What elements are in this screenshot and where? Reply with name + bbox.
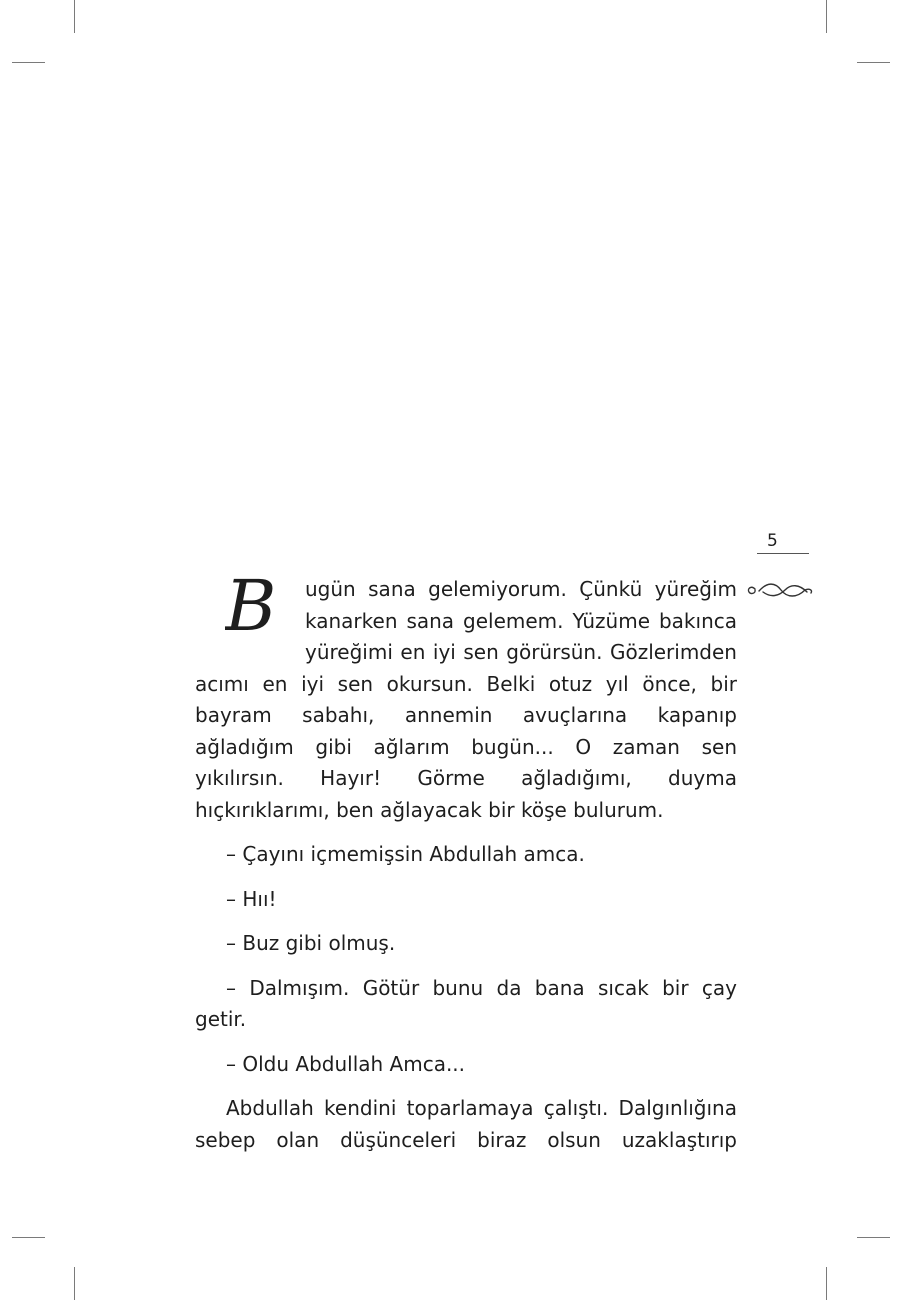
crop-mark <box>12 62 45 63</box>
opening-paragraph: ugün sana gelemiyorum. Çünkü yüreğim kanarken sana gelemem. Yüzüme bakınca yüreğimi en iyi sen görürsün. Gözlerimden acımı en iyi sen okursun. Belki otuz yıl önce, bir bayram sabahı, annemin avuçlarına kapanıp ağladığım gibi ağlarım bugün... O zaman sen yıkılırsın. Hayır! Görme ağladığımı, duyma hıçkırıklarımı, ben ağlayacak bir köşe bulurum. <box>195 577 737 822</box>
dropcap-letter <box>225 574 301 640</box>
page-number: 5 <box>767 531 778 551</box>
crop-mark <box>826 1267 827 1300</box>
crop-mark <box>74 1267 75 1300</box>
dialogue-line: – Dalmışım. Götür bunu da bana sıcak bir çay getir. <box>195 975 737 1031</box>
crop-mark <box>857 62 890 63</box>
dropcap-glyph: B <box>225 574 277 640</box>
page-number-rule <box>757 553 809 554</box>
closing-paragraph: Abdullah kendini toparlamaya çalıştı. Dalgınlığına sebep olan düşünceleri biraz olsun uzaklaştırıp <box>195 1096 737 1152</box>
body-text <box>195 574 737 1156</box>
crop-mark <box>826 0 827 33</box>
dialogue-line: – Buz gibi olmuş. <box>226 931 396 955</box>
crop-mark <box>12 1237 45 1238</box>
dialogue-line: – Çayını içmemişsin Abdullah amca. <box>226 842 585 866</box>
dialogue-line: – Oldu Abdullah Amca... <box>226 1051 466 1076</box>
scroll-flourish-icon <box>745 580 815 602</box>
crop-mark <box>74 0 75 33</box>
crop-mark <box>857 1237 890 1238</box>
dialogue-line: – Hıı! <box>226 886 277 911</box>
